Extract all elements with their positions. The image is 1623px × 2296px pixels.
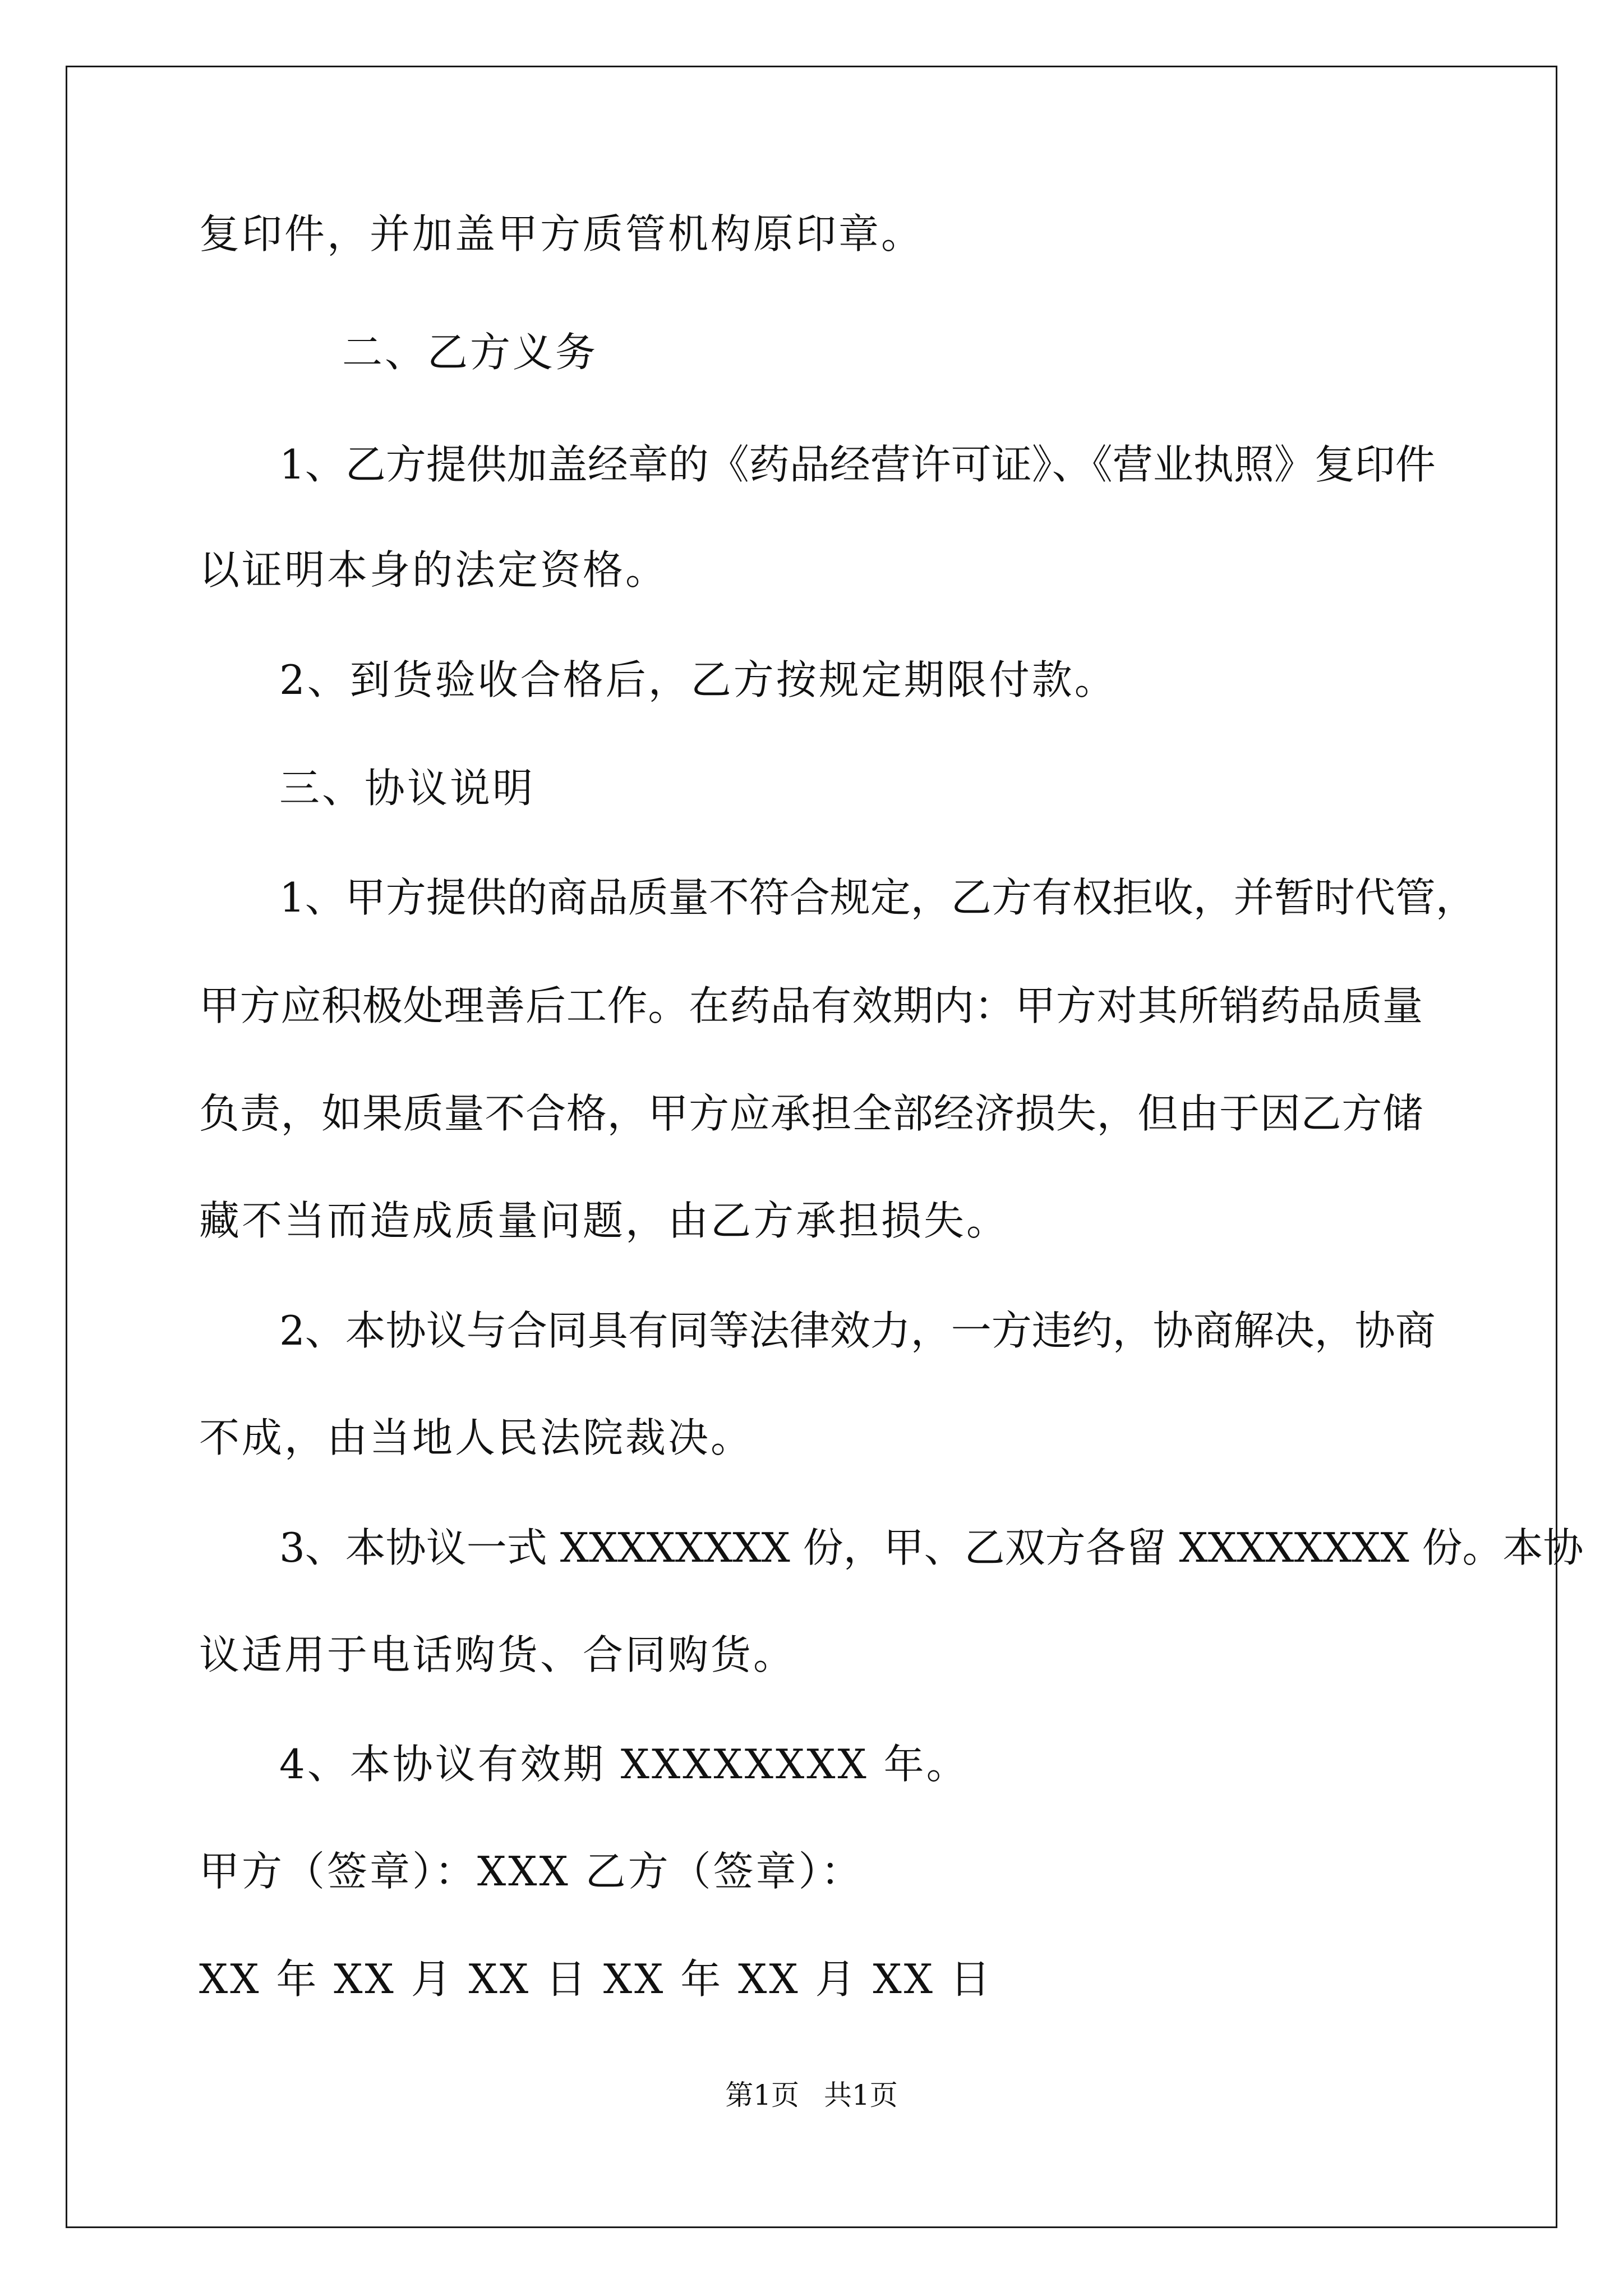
text-line-12: 不成，由当地人民法院裁决。 [199,1414,754,1461]
text-line-4: 以证明本身的法定资格。 [199,546,668,593]
text-line-8: 甲方应积极处理善后工作。在药品有效期内：甲方对其所销药品质量 [199,982,1423,1029]
signature-line: 甲方（签章）：XXX 乙方（签章）： [199,1848,864,1895]
page-border [66,66,1584,2228]
text-line-14: 议适用于电话购货、合同购货。 [199,1631,796,1678]
section-heading-2: 二、乙方义务 [342,329,598,376]
page-number-current: 第1页 [725,2079,800,2111]
page-number-total: 共1页 [823,2079,898,2111]
date-line: XX 年 XX 月 XX 日 XX 年 XX 月 XX 日 [199,1955,993,2003]
text-line-13: 3、本协议一式 XXXXXXXX 份，甲、乙双方各留 XXXXXXXX 份。本协 [279,1524,1584,1571]
section-heading-3: 三、协议说明 [279,765,536,812]
text-line-10: 藏不当而造成质量问题，由乙方承担损失。 [199,1197,1009,1244]
text-line-9: 负责，如果质量不合格，甲方应承担全部经济损失，但由于因乙方储 [199,1090,1423,1137]
text-line-3: 1、乙方提供加盖经章的《药品经营许可证》、《营业执照》复印件 [279,441,1436,488]
text-line-5: 2、到货验收合格后，乙方按规定期限付款。 [279,656,1117,703]
text-line-11: 2、本协议与合同具有同等法律效力，一方违约，协商解决，协商 [279,1307,1436,1354]
text-line-15: 4、本协议有效期 XXXXXXXX 年。 [279,1741,969,1788]
text-line-7: 1、甲方提供的商品质量不符合规定，乙方有权拒收，并暂时代管， [279,874,1476,921]
text-line-1: 复印件，并加盖甲方质管机构原印章。 [199,210,924,257]
page-footer [0,2078,1623,2112]
